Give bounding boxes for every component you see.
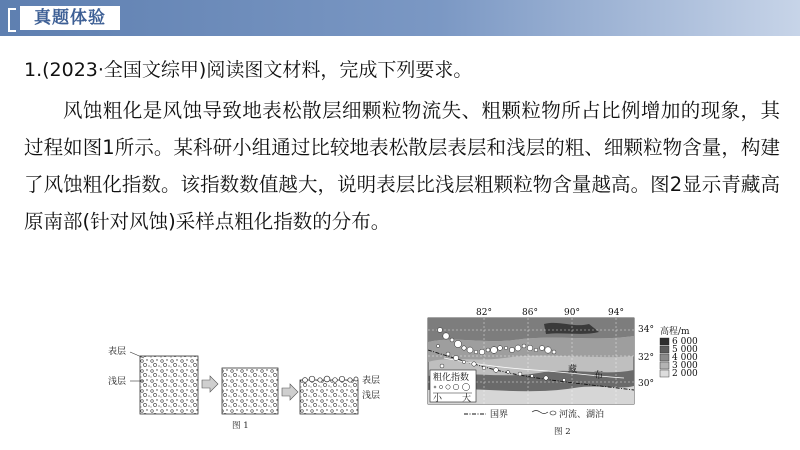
elevation-legend	[660, 325, 698, 379]
lon-label-82: 82°	[476, 308, 492, 318]
lon-label-86: 86°	[522, 308, 538, 318]
elevation-title: 高程/m	[660, 327, 690, 337]
map-label-zang: 藏	[568, 365, 578, 375]
elevation-swatch-3000	[660, 362, 669, 369]
index-large-label: 大	[462, 394, 472, 404]
elevation-level-3000: 3 000	[672, 361, 698, 371]
soil-block-coarsened	[300, 380, 358, 414]
soil-block-middle	[222, 368, 278, 414]
coarsening-index-legend	[430, 370, 476, 404]
lat-label-30: 30°	[638, 379, 654, 389]
label-shallow-left: 浅层	[108, 377, 127, 387]
legend-border-label: 国界	[490, 410, 509, 420]
section-title: 真题体验	[20, 6, 120, 30]
map-bottom-legend	[464, 408, 604, 420]
lat-label-34: 34°	[638, 325, 654, 335]
lat-label-32: 32°	[638, 353, 654, 363]
label-surface-left: 表层	[108, 347, 127, 357]
process-arrow-2	[282, 384, 298, 400]
material-paragraph: 风蚀粗化是风蚀导致地表松散层细颗粒物流失、粗颗粒物所占比例增加的现象，其过程如图1所示。某科研小组通过比较地表松散层表层和浅层的粗、细颗粒物含量，构建了风蚀粗化指数。该指数数值越大，说明表层比浅层粗颗粒物含量越高。图2显示青藏高原南部(针对风蚀)采样点粗化指数的分布。	[24, 99, 780, 233]
header-bracket-decoration	[8, 8, 16, 32]
lon-label-90: 90°	[564, 308, 580, 318]
elevation-swatch-5000	[660, 346, 669, 353]
elevation-swatch-4000	[660, 354, 669, 361]
figure-2-caption: 图 2	[554, 427, 571, 437]
elevation-swatch-2000	[660, 370, 669, 377]
elevation-level-4000: 4 000	[672, 353, 698, 363]
question-label: 1.(2023·全国文综甲)阅读图文材料，完成下列要求。	[24, 59, 473, 81]
elevation-level-6000: 6 000	[672, 337, 698, 347]
label-shallow-right: 浅层	[362, 391, 381, 401]
index-small-label: 小	[433, 394, 443, 404]
label-surface-right: 表层	[362, 376, 381, 386]
elevation-level-5000: 5 000	[672, 345, 698, 355]
soil-block-initial	[140, 356, 198, 414]
elevation-level-2000: 2 000	[672, 369, 698, 379]
figure-2-map	[424, 306, 714, 440]
figure-1-diagram	[100, 338, 390, 434]
map-label-bu: 布	[594, 371, 604, 381]
process-arrow-1	[202, 376, 218, 392]
figure-1-caption: 图 1	[232, 421, 249, 431]
index-legend-title: 粗化指数	[433, 373, 470, 383]
lon-label-94: 94°	[608, 308, 624, 318]
elevation-swatch-6000	[660, 338, 669, 345]
legend-river-label: 河流、湖泊	[559, 410, 605, 420]
section-header	[0, 0, 800, 36]
pointer-surface	[130, 352, 144, 358]
